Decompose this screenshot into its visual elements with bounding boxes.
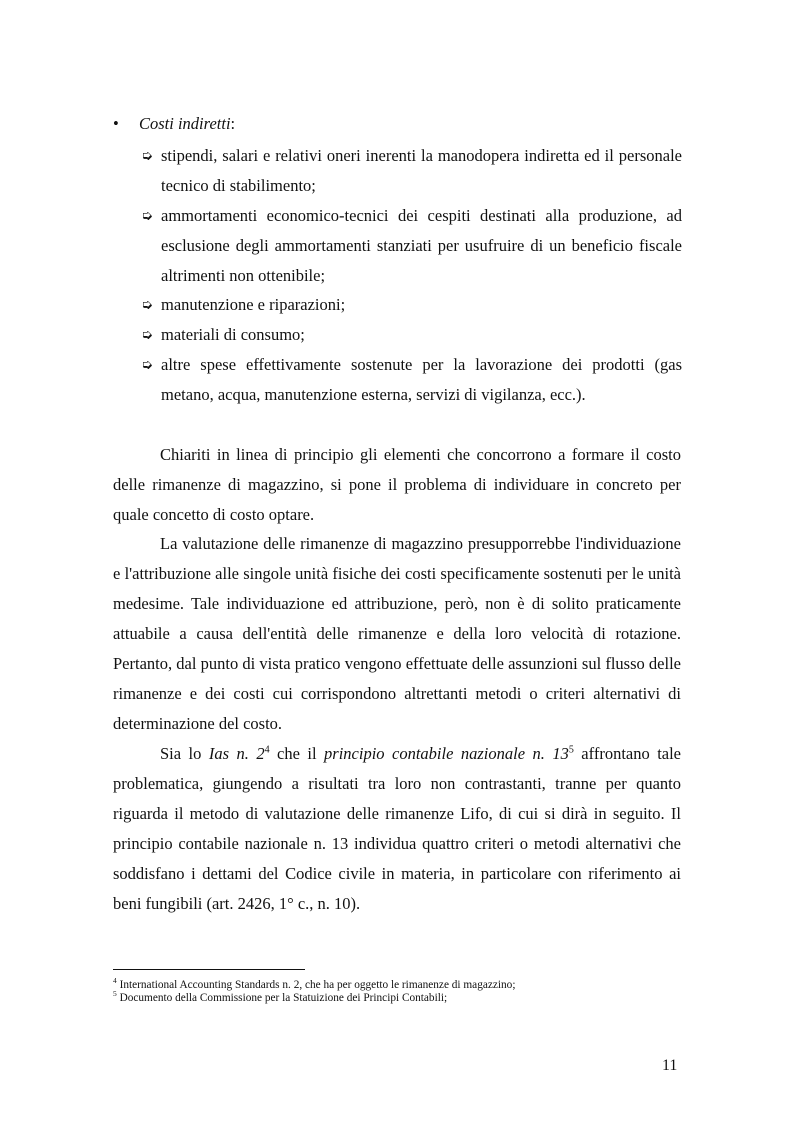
subitem-text: manutenzione e riparazioni;: [161, 295, 346, 314]
p3-ias-reference: Ias n. 2: [208, 744, 265, 763]
footnote-4: [113, 976, 516, 992]
bullet-dot: •: [113, 114, 119, 133]
subitem: [137, 141, 682, 201]
bullet-heading: [139, 113, 235, 135]
subitem-text: altre spese effettivamente sostenute per la lavorazione dei prodotti (gas metano, acqua, manutenzione esterna, servizi di vigilanza, ecc.).: [161, 355, 682, 404]
subitem: [137, 290, 682, 320]
subitem-text: materiali di consumo;: [161, 325, 305, 344]
subitem: [137, 201, 682, 291]
paragraph-1: Chiariti in linea di principio gli elementi che concorrono a formare il costo delle rimanenze di magazzino, si pone il problema di individuare in concreto per quale concetto di costo optare.: [113, 445, 681, 524]
arrow-bullet-icon: ➭: [141, 327, 153, 343]
footnote-separator: [113, 969, 305, 970]
p3-text-3: affrontano tale problematica, giungendo a risultati tra loro non contrastanti, tranne per quanto riguarda il metodo di valutazione delle rimanenze Lifo, di cui si dirà in seguito. Il principio contabile nazionale n. 13 individua quattro criteri o metodi alternativi che soddisfano i dettami del Codice civile in materia, in particolare con riferimento ai beni fungibili (art. 2426, 1° c., n. 10).: [113, 744, 682, 913]
arrow-bullet-icon: ➭: [141, 208, 153, 224]
p3-text-2: che il: [269, 744, 325, 763]
subitem: [137, 350, 682, 410]
subitem-text: ammortamenti economico-tecnici dei cespiti destinati alla produzione, ad esclusione degli ammortamenti stanziati per usufruire di un beneficio fiscale altrimenti non ottenibile;: [161, 206, 682, 285]
footnote-ref-4: 4: [264, 744, 270, 756]
paragraph-2: La valutazione delle rimanenze di magazzino presupporrebbe l'individuazione e l'attribuzione alle singole unità fisiche dei costi specificamente sostenuti per le unità medesime. Tale individuazione ed attribuzione, però, non è di solito praticamente attuabile a causa dell'entità delle rimanenze e della loro velocità di rotazione. Pertanto, dal punto di vista pratico vengono effettuate delle assunzioni sul flusso delle rimanenze e dei costi cui corrispondono altrettanti metodi o criteri alternativi di determinazione del costo.: [113, 534, 681, 733]
paragraph-3: [113, 739, 681, 919]
bullet-heading-label: Costi indiretti: [139, 114, 231, 133]
footnote-number: 4: [113, 976, 117, 986]
footnote-5: [113, 989, 448, 1005]
footnote-text: Documento della Commissione per la Statuizione dei Principi Contabili;: [119, 992, 448, 1004]
p3-text-1: Sia lo: [160, 744, 209, 763]
arrow-bullet-icon: ➭: [141, 357, 153, 373]
footnote-number: 5: [113, 989, 117, 999]
p3-principio-reference: principio contabile nazionale n. 13: [324, 744, 569, 763]
page-number: 11: [662, 1057, 678, 1074]
bullet-colon: :: [230, 114, 236, 133]
footnote-text: International Accounting Standards n. 2, che ha per oggetto le rimanenze di magazzino;: [119, 979, 516, 991]
subitem-text: stipendi, salari e relativi oneri inerenti la manodopera indiretta ed il personale tecnico di stabilimento;: [161, 146, 682, 195]
subitem: [137, 320, 682, 350]
arrow-bullet-icon: ➭: [141, 148, 153, 164]
footnote-ref-5: 5: [568, 744, 574, 756]
arrow-bullet-icon: ➭: [141, 297, 153, 313]
